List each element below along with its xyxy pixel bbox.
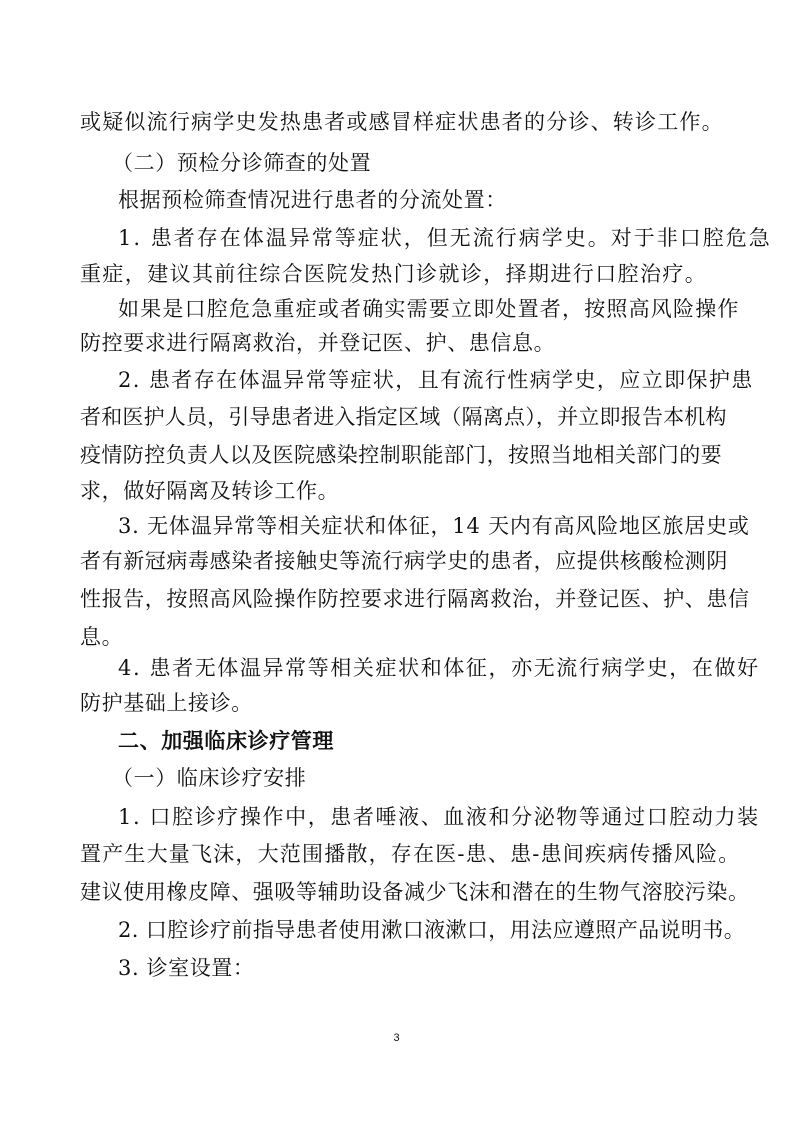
page-number: 3 bbox=[393, 1032, 400, 1044]
text-line: 根据预检筛查情况进行患者的分流处置： bbox=[118, 188, 507, 212]
list-item-3: 3. 无体温异常等相关症状和体征，14 天内有高风险地区旅居史或 bbox=[118, 514, 750, 538]
list-item-3: 3. 诊室设置： bbox=[118, 956, 255, 980]
list-item-2: 2. 口腔诊疗前指导患者使用漱口液漱口，用法应遵照产品说明书。 bbox=[118, 918, 746, 942]
list-item-1: 1. 患者存在体温异常等症状，但无流行病学史。对于非口腔危急 bbox=[118, 226, 772, 250]
section-heading: 二、加强临床诊疗管理 bbox=[118, 729, 334, 753]
section-subheading: （一）临床诊疗安排 bbox=[112, 766, 307, 790]
text-line: 疫情防控负责人以及医院感染控制职能部门，按照当地相关部门的要 bbox=[80, 443, 722, 467]
text-line: 置产生大量飞沫，大范围播散，存在医-患、患-患间疾病传播风险。 bbox=[80, 842, 741, 866]
list-item-4: 4. 患者无体温异常等相关症状和体征，亦无流行病学史，在做好 bbox=[118, 656, 760, 680]
text-line: 防护基础上接诊。 bbox=[80, 691, 253, 715]
text-line: 息。 bbox=[80, 625, 124, 649]
text-line: 建议使用橡皮障、强吸等辅助设备减少飞沫和潜在的生物气溶胶污染。 bbox=[80, 880, 750, 904]
section-subheading: （二）预检分诊筛查的处置 bbox=[112, 151, 372, 175]
text-line: 者和医护人员，引导患者进入指定区域（隔离点），并立即报告本机构 bbox=[80, 405, 727, 429]
text-line: 或疑似流行病学史发热患者或感冒样症状患者的分诊、转诊工作。 bbox=[80, 110, 724, 134]
text-line: 者有新冠病毒感染者接触史等流行病学史的患者，应提供核酸检测阴 bbox=[80, 549, 728, 573]
list-item-1: 1. 口腔诊疗操作中，患者唾液、血液和分泌物等通过口腔动力装 bbox=[118, 805, 760, 829]
text-line: 防控要求进行隔离救治，并登记医、护、患信息。 bbox=[80, 331, 556, 355]
text-line: 重症，建议其前往综合医院发热门诊就诊，择期进行口腔治疗。 bbox=[80, 262, 708, 286]
text-line: 如果是口腔危急重症或者确实需要立即处置者，按照高风险操作 bbox=[118, 297, 740, 321]
text-line: 求，做好隔离及转诊工作。 bbox=[80, 479, 340, 503]
list-item-2: 2. 患者存在体温异常等症状，且有流行性病学史，应立即保护患 bbox=[118, 368, 754, 392]
text-line: 性报告，按照高风险操作防控要求进行隔离救治，并登记医、护、患信 bbox=[80, 587, 750, 611]
